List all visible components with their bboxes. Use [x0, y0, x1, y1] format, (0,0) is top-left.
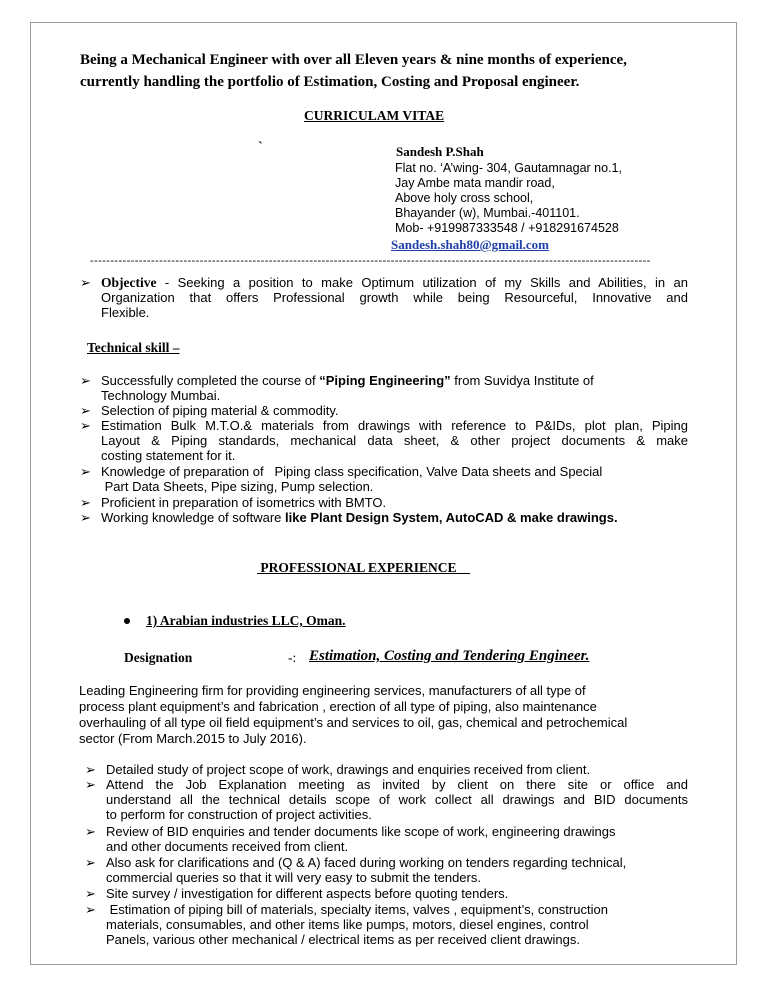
skill-item-5 [101, 495, 688, 510]
technical-skill-title: Technical skill [87, 340, 170, 355]
bullet-arrow-icon: ➢ [80, 495, 91, 510]
skill-1-cont: Technology Mumbai. [101, 388, 221, 403]
designation-label: Designation [124, 650, 193, 665]
bullet-arrow-icon: ➢ [85, 824, 96, 839]
cv-title: CURRICULAM VITAE [304, 108, 445, 123]
technical-skill-heading [87, 340, 180, 356]
duty-item-4 [106, 855, 688, 885]
designation-separator: -: [288, 650, 297, 665]
duty-2-line-1: Attend the Job Explanation meeting as invited by client on there site or office and [106, 777, 688, 792]
skill-4-line-1: Knowledge of preparation of Piping class specification, Valve Data sheets and Special [101, 464, 603, 479]
objective-line-1: - Seeking a position to make Optimum utilization of my Skills and Abilities, in an [156, 275, 688, 290]
bullet-arrow-icon: ➢ [85, 777, 96, 792]
intro-line-1: Being a Mechanical Engineer with over all Eleven years & nine months of experience, [80, 52, 627, 68]
address-line-1: Flat no. ‘A’wing- 304, Gautamnagar no.1, [395, 161, 622, 175]
duty-3-line-1: Review of BID enquiries and tender documents like scope of work, engineering drawings [106, 824, 616, 839]
skill-2-text: Selection of piping material & commodity. [101, 403, 339, 418]
bullet-arrow-icon: ➢ [80, 403, 91, 418]
duty-item-3 [106, 824, 688, 854]
skill-1-post: from Suvidya Institute of [450, 373, 594, 388]
skill-1-pre: Successfully completed the course of [101, 373, 320, 388]
dashed-separator: ------------------------------------------------------------------------------------------------------------------------------------------ [90, 255, 651, 267]
duty-3-line-2: and other documents received from client. [106, 839, 349, 854]
intro-line-2: currently handling the portfolio of Estimation, Costing and Proposal engineer. [80, 74, 580, 90]
bullet-arrow-icon: ➢ [85, 855, 96, 870]
skill-6-bold: like Plant Design System, AutoCAD & make drawings. [285, 510, 618, 525]
duty-2-line-3: to perform for construction of project activities. [106, 807, 372, 822]
skill-item-1 [101, 373, 688, 403]
duty-4-line-2: commercial queries so that it will very easy to submit the tenders. [106, 870, 481, 885]
skill-3-line-1: Estimation Bulk M.T.O.& materials from drawings with reference to P&IDs, plot plan, Piping [101, 418, 688, 433]
designation-value: Estimation, Costing and Tendering Engineer. [309, 648, 590, 664]
duty-6-line-3: Panels, various other mechanical / electrical items as per received client drawings. [106, 932, 580, 947]
duty-5-line-1: Site survey / investigation for different aspects before quoting tenders. [106, 886, 509, 901]
bullet-arrow-icon: ➢ [85, 902, 96, 917]
skill-3-line-2: Layout & Piping standards, mechanical data sheet, & other project documents & make [101, 433, 688, 448]
company-summary [79, 683, 627, 747]
skill-6-pre: Working knowledge of software [101, 510, 286, 525]
duty-1-line-1: Detailed study of project scope of work, drawings and enquiries received from client. [106, 762, 591, 777]
objective-line-3: Flexible. [101, 305, 150, 320]
email-link[interactable]: Sandesh.shah80@gmail.com [391, 237, 550, 252]
objective-paragraph [101, 275, 688, 320]
professional-experience-heading: PROFESSIONAL EXPERIENCE [257, 560, 471, 575]
skill-4-line-2: Part Data Sheets, Pipe sizing, Pump selection. [101, 479, 374, 494]
phone-line: Mob- +919987333548 / +918291674528 [395, 221, 619, 235]
duty-item-5 [106, 886, 688, 901]
address-line-3: Above holy cross school, [395, 191, 534, 205]
skill-1-bold: “Piping Engineering” [319, 373, 451, 388]
duty-6-line-2: materials, consumables, and other items like pumps, motors, diesel engines, control [106, 917, 589, 932]
summary-line-3: overhauling of all type oil field equipment’s and services to oil, gas, chemical and petrochemical [79, 715, 628, 730]
duty-item-6 [106, 902, 688, 947]
summary-line-4: sector (From March.2015 to July 2016). [79, 731, 307, 746]
stray-mark: ` [258, 140, 263, 155]
duty-6-line-1: Estimation of piping bill of materials, specialty items, valves , equipment’s, construction [106, 902, 608, 917]
skill-item-2 [101, 403, 688, 418]
objective-label: Objective [101, 275, 157, 290]
contact-name: Sandesh P.Shah [396, 144, 484, 159]
bullet-arrow-icon: ➢ [80, 373, 91, 388]
bullet-arrow-icon: ➢ [85, 886, 96, 901]
address-line-4: Bhayander (w), Mumbai.-401101. [395, 206, 580, 220]
skill-item-3 [101, 418, 688, 463]
duty-item-1 [106, 762, 688, 777]
bullet-arrow-icon: ➢ [80, 510, 91, 525]
duty-item-2 [106, 777, 688, 822]
duty-4-line-1: Also ask for clarifications and (Q & A) faced during working on tenders regarding technical, [106, 855, 627, 870]
bullet-arrow-icon: ➢ [80, 275, 91, 290]
skill-item-4 [101, 464, 688, 494]
company-name: 1) Arabian industries LLC, Oman. [146, 613, 346, 628]
objective-line-2: Organization that offers Professional growth while being Resourceful, Innovative and [101, 290, 688, 305]
address-line-2: Jay Ambe mata mandir road, [395, 176, 555, 190]
bullet-arrow-icon: ➢ [80, 464, 91, 479]
skill-3-line-3: costing statement for it. [101, 448, 236, 463]
duty-2-line-2: understand all the technical details scope of work collect all drawings and BID documents [106, 792, 688, 807]
summary-line-1: Leading Engineering firm for providing engineering services, manufacturers of all type of [79, 683, 586, 698]
bullet-dot-icon [124, 618, 130, 624]
skill-5-text: Proficient in preparation of isometrics with BMTO. [101, 495, 387, 510]
bullet-arrow-icon: ➢ [85, 762, 96, 777]
technical-skill-dash: – [169, 340, 180, 355]
bullet-arrow-icon: ➢ [80, 418, 91, 433]
summary-line-2: process plant equipment’s and fabrication , erection of all type of piping, also maintenance [79, 699, 597, 714]
skill-item-6 [101, 510, 688, 525]
